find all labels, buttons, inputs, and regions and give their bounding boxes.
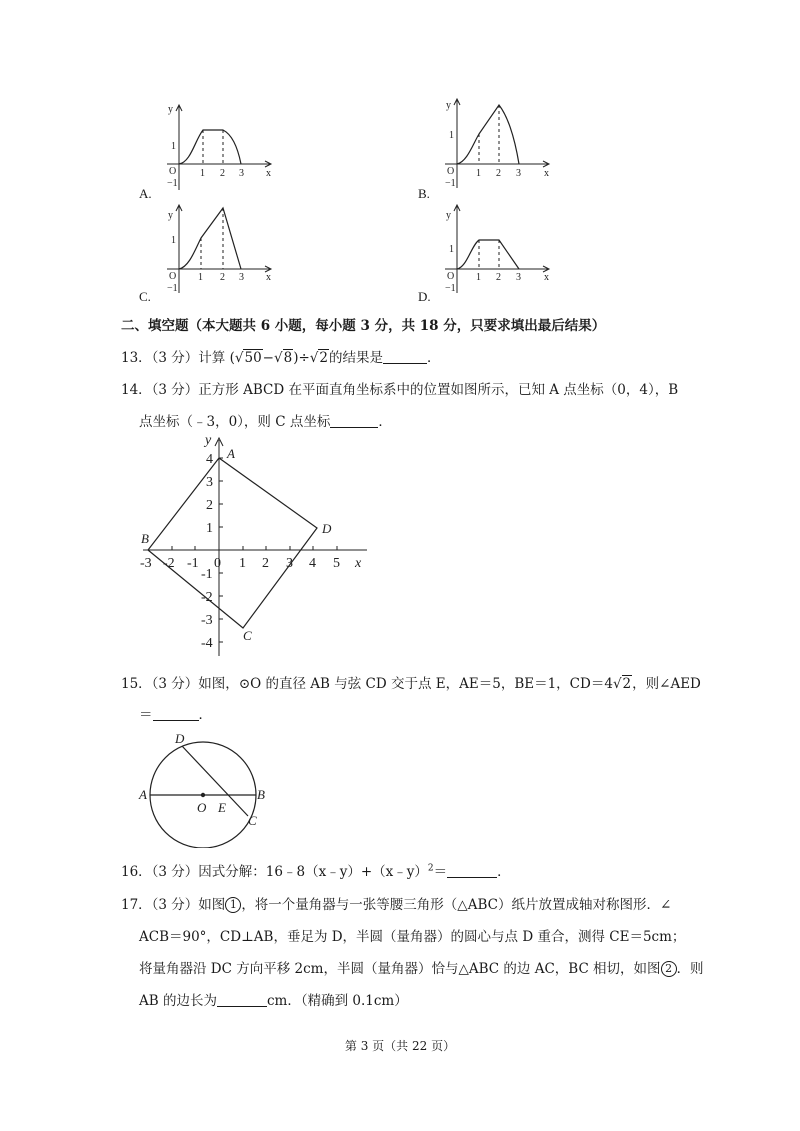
q15-equals: ＝: [139, 707, 153, 723]
option-a-graph: [165, 100, 280, 195]
x-tick-neg1: -1: [187, 556, 199, 571]
q15-answer-blank[interactable]: [153, 706, 199, 721]
q13-expression: (√50−√8)÷√2: [229, 350, 328, 366]
q15-body: 的直径 AB 与弦 CD 交于点 E，AE＝5，BE＝1，CD＝4: [261, 676, 613, 692]
question-15-line1: 15．（3 分）如图，⊙O 的直径 AB 与弦 CD 交于点 E，AE＝5，BE＝1，CD＝4√2，则∠AED: [121, 676, 701, 692]
y-axis-label: y: [446, 100, 451, 111]
question-17-line3: [139, 957, 704, 977]
x-tick-0: 0: [214, 556, 221, 571]
x-axis-label: x: [266, 168, 271, 179]
option-c-label[interactable]: C.: [139, 289, 151, 304]
tick-neg-one: −1: [167, 178, 178, 189]
tick-x2: 2: [220, 272, 225, 283]
x-axis-label: x: [544, 168, 549, 179]
y-axis-label: y: [168, 210, 173, 221]
y-tick-3: 3: [206, 475, 213, 490]
point-b-label: B: [257, 787, 265, 802]
y-axis-label: y: [168, 104, 173, 115]
q14-end: ．: [378, 414, 392, 430]
question-15-line2: [139, 703, 212, 723]
tick-x3: 3: [516, 272, 521, 283]
tick-x3: 3: [516, 168, 521, 179]
q15-tail: ，则∠AED: [632, 676, 701, 692]
q14-y-label: y: [205, 433, 212, 448]
point-d-label: D: [175, 731, 185, 746]
point-a-label: A: [227, 446, 235, 461]
q13-radicand-8: 8: [283, 350, 293, 366]
x-tick-1: 1: [239, 556, 246, 571]
question-17-line1: [121, 893, 671, 913]
q14-answer-blank[interactable]: [330, 413, 378, 428]
q15-radicand: 2: [622, 676, 632, 692]
tick-x2: 2: [496, 272, 501, 283]
q16-equals: ＝: [433, 864, 448, 880]
option-b-label[interactable]: B.: [418, 186, 430, 201]
q13-radicand-2: 2: [319, 350, 328, 366]
q15-circle-o: ⊙O: [238, 676, 262, 692]
point-o-label: O: [197, 800, 207, 815]
tick-neg-one: −1: [445, 283, 456, 294]
y-tick-4: 4: [206, 452, 213, 467]
x-tick-neg3: -3: [140, 556, 152, 571]
q15-end: ．: [198, 707, 212, 723]
x-tick-neg2: -2: [163, 556, 175, 571]
point-d-label: D: [322, 521, 332, 536]
tick-x1: 1: [476, 168, 481, 179]
q13-divide: ÷: [298, 350, 310, 366]
question-17-line4: [139, 989, 408, 1009]
q13-end: ．: [426, 350, 441, 366]
tick-x1: 1: [198, 272, 203, 283]
tick-one: 1: [171, 141, 176, 152]
q14-coordinate-figure: [135, 430, 370, 660]
q17-l3-end: ．则: [676, 961, 704, 977]
q14-text: 点坐标（﹣3，0），则 C 点坐标: [139, 414, 331, 430]
x-tick-2: 2: [262, 556, 269, 571]
q16-answer-blank[interactable]: [447, 863, 497, 878]
q16-exponent: 2: [427, 863, 434, 874]
q13-tail: 的结果是: [328, 350, 383, 366]
y-tick-1: 1: [206, 521, 213, 536]
tick-x3: 3: [239, 272, 244, 283]
x-tick-5: 5: [333, 556, 340, 571]
origin-label: O: [447, 271, 455, 282]
q13-answer-blank[interactable]: [383, 349, 427, 364]
option-b-graph: [443, 96, 558, 191]
point-c-label: C: [243, 628, 252, 643]
tick-x1: 1: [200, 168, 205, 179]
q16-text: 16．（3 分）因式分解：16﹣8（x﹣y）+（x﹣y）: [121, 864, 428, 880]
tick-one: 1: [449, 130, 454, 141]
tick-x1: 1: [476, 272, 481, 283]
option-d-label[interactable]: D.: [418, 289, 431, 304]
q13-radicand-50: 50: [244, 350, 262, 366]
tick-x2: 2: [220, 168, 225, 179]
y-tick-neg2: -2: [201, 590, 213, 605]
option-a-label[interactable]: A.: [139, 186, 152, 201]
section-heading: 二、填空题（本大题共 6 小题，每小题 3 分，共 18 分，只要求填出最后结果）: [121, 318, 606, 334]
q17-l3-text: 将量角器沿 DC 方向平移 2cm，半圆（量角器）恰与△ABC 的边 AC，BC 相切，如图: [139, 961, 661, 977]
tick-one: 1: [449, 244, 454, 255]
q15-circle-figure: [135, 728, 275, 848]
q14-x-label: x: [355, 556, 362, 571]
q17-l4-text: AB 的边长为: [139, 993, 217, 1009]
page-footer: 第 3 页（共 22 页）: [344, 1039, 456, 1053]
y-tick-neg3: -3: [201, 613, 213, 628]
q13-prefix: 13．（3 分）计算: [121, 350, 226, 366]
q17-prefix: 17．（3 分）如图: [121, 897, 226, 913]
point-c-label: C: [248, 813, 257, 828]
origin-label: O: [169, 271, 177, 282]
option-d-graph: [443, 200, 558, 295]
origin-label: O: [169, 166, 177, 177]
question-16: [121, 860, 511, 880]
x-tick-3: 3: [286, 556, 293, 571]
option-c-graph: [165, 200, 280, 295]
y-tick-neg4: -4: [201, 636, 213, 651]
question-14-line1: 14．（3 分）正方形 ABCD 在平面直角坐标系中的位置如图所示，已知 A 点坐标（0，4），B: [121, 382, 679, 398]
point-b-label: B: [141, 531, 149, 546]
y-tick-neg1: -1: [201, 567, 213, 582]
x-axis-label: x: [544, 272, 549, 283]
y-axis-label: y: [446, 210, 451, 221]
q16-end: ．: [497, 864, 511, 880]
q15-prefix: 15．（3 分）如图，: [121, 676, 239, 692]
center-point: [201, 793, 205, 797]
x-axis-label: x: [266, 272, 271, 283]
figure-2-marker: 2: [661, 961, 677, 977]
q17-answer-blank[interactable]: [217, 992, 267, 1007]
tick-neg-one: −1: [167, 283, 178, 294]
tick-neg-one: −1: [445, 178, 456, 189]
question-13: [121, 346, 440, 366]
question-17-line2: ACB＝90°，CD⊥AB，垂足为 D，半圆（量角器）的圆心与点 D 重合，测得 CE＝5cm；: [139, 929, 686, 945]
tick-x2: 2: [496, 168, 501, 179]
point-a-label: A: [139, 787, 147, 802]
figure-1-marker: 1: [225, 897, 241, 913]
tick-x3: 3: [239, 168, 244, 179]
x-tick-4: 4: [309, 556, 316, 571]
question-14-line2: [139, 410, 392, 430]
point-e-label: E: [218, 800, 226, 815]
origin-label: O: [447, 166, 455, 177]
q17-l1-rest: ，将一个量角器与一张等腰三角形（△ABC）纸片放置成轴对称图形．∠: [241, 897, 672, 913]
q17-l4-unit: cm．（精确到 0.1cm）: [266, 993, 408, 1009]
y-tick-2: 2: [206, 498, 213, 513]
tick-one: 1: [171, 235, 176, 246]
